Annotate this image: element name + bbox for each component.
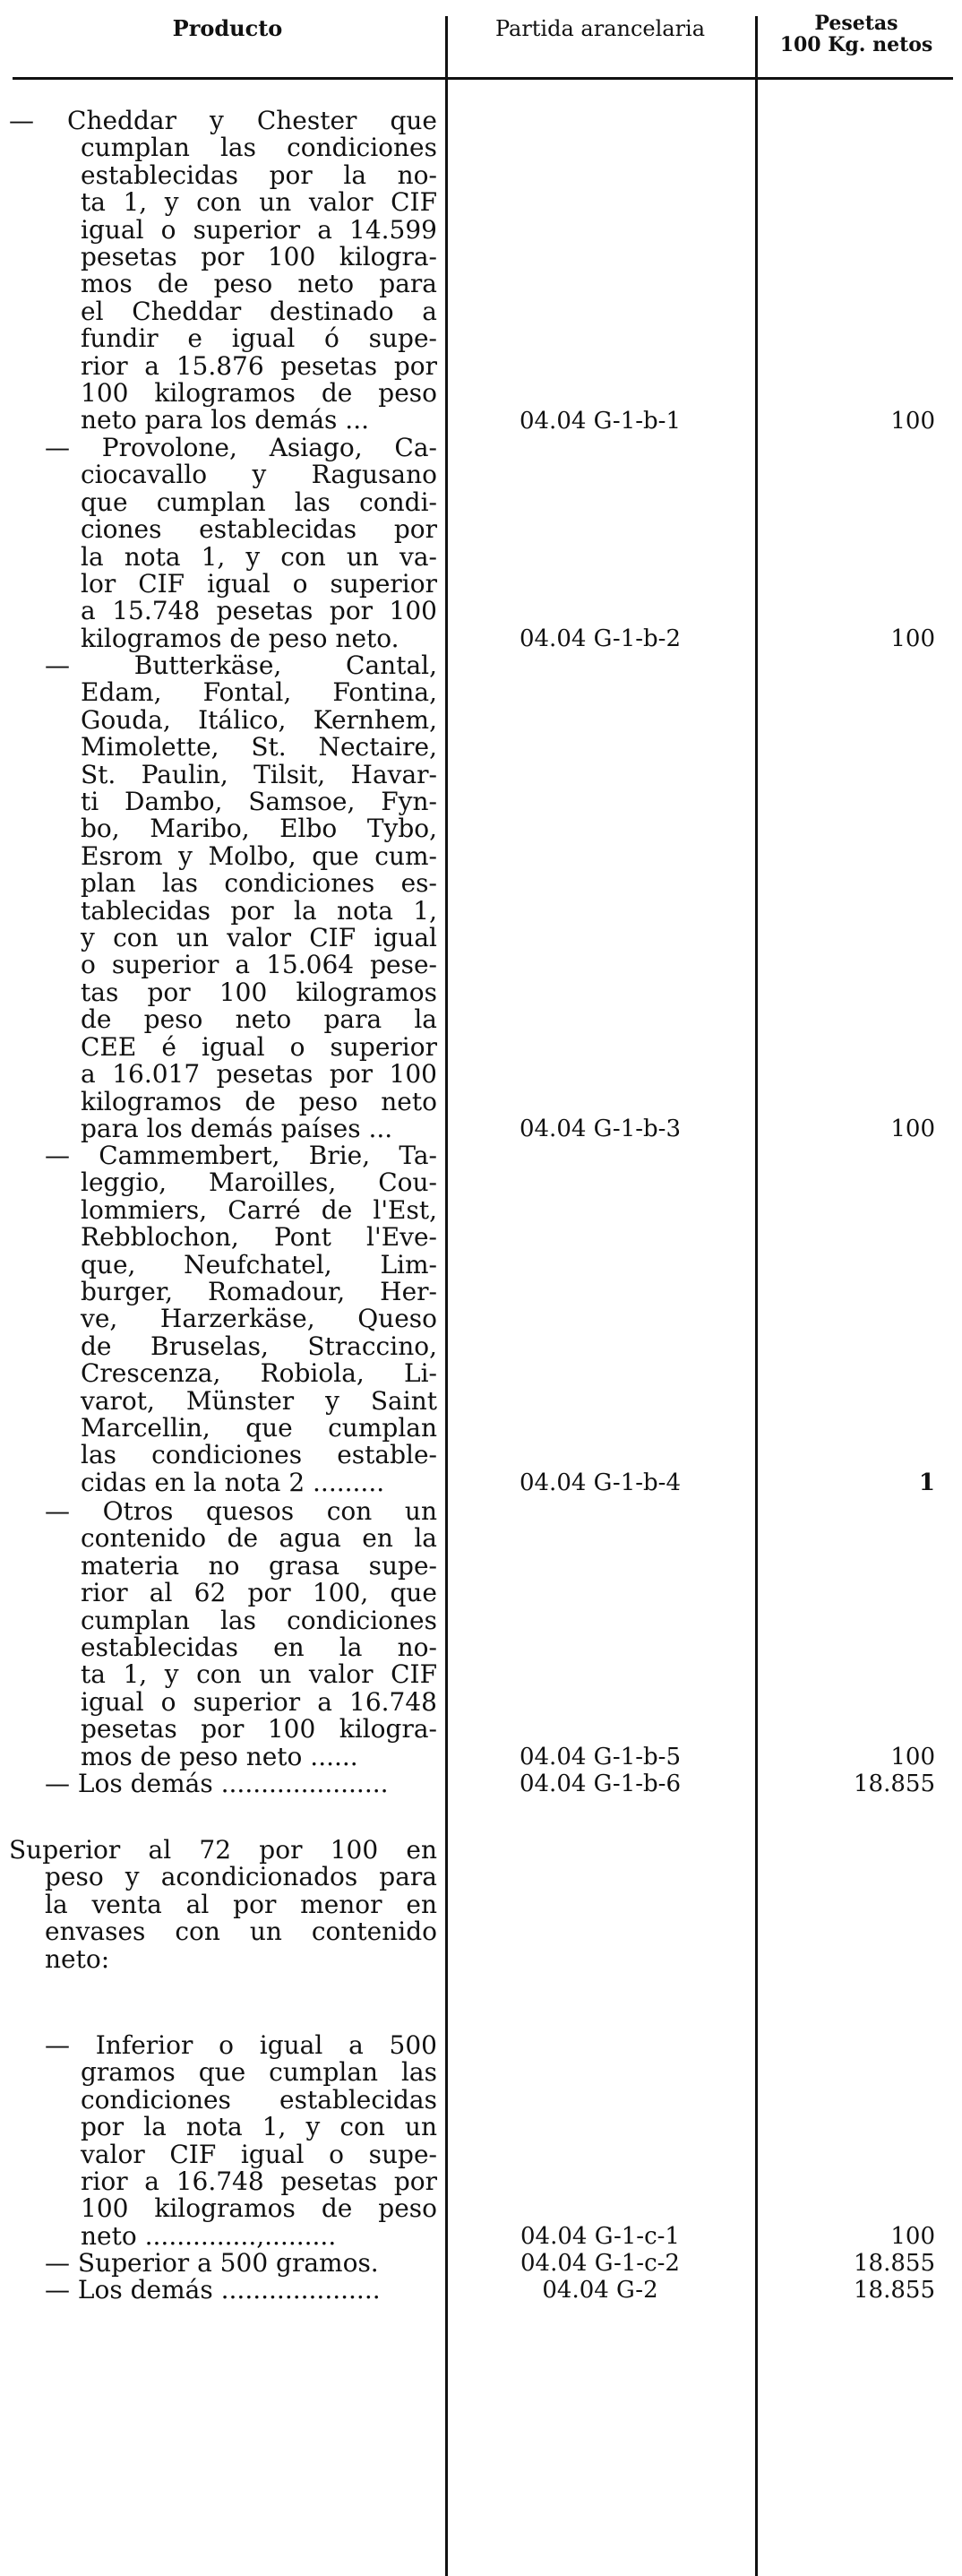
desc-line: materia no grasa supe- (81, 1550, 437, 1581)
desc-line: ve, Harzerkäse, Queso (81, 1304, 437, 1334)
tariff-code: 04.04 G-1-b-3 (519, 1116, 682, 1142)
product-description-superior-500g (9, 2250, 437, 2277)
desc-line: burger, Romadour, Her- (81, 1277, 437, 1307)
desc-line: pesetas por 100 kilogra- (81, 1714, 437, 1745)
header-pesetas (758, 13, 955, 56)
value-pesetas: 100 (890, 1744, 935, 1770)
desc-line: ta 1, y con un valor CIF (81, 187, 437, 218)
desc-line: gramos que cumplan las (81, 2057, 437, 2088)
header-partida-arancelaria: Partida arancelaria (494, 16, 706, 41)
desc-line: fundir e igual ó supe- (81, 323, 437, 354)
desc-line: establecidas en la no- (81, 1633, 437, 1663)
tariff-code: 04.04 G-1-b-4 (519, 1469, 682, 1496)
desc-line: cumplan las condiciones (81, 1605, 437, 1635)
column-divider-2 (755, 16, 758, 2576)
header-pesetas-line1: Pesetas (814, 12, 898, 35)
desc-line: las condiciones estable- (81, 1440, 437, 1470)
desc-line: valor CIF igual o supe- (81, 2139, 437, 2169)
desc-line: ta 1, y con un valor CIF (81, 1659, 437, 1690)
tariff-code: 04.04 G-1-c-2 (520, 2250, 680, 2277)
desc-line: tablecidas por la nota 1, (81, 895, 437, 926)
desc-line: cidas en la nota 2 ......... (81, 1467, 385, 1497)
desc-line: de peso neto para la (81, 1004, 437, 1035)
desc-line: ciones establecidas por (81, 514, 437, 545)
header-producto: Producto (172, 15, 283, 41)
desc-line: igual o superior a 16.748 (81, 1686, 437, 1717)
product-description-los-demas (9, 1770, 437, 1797)
desc-line: de Bruselas, Straccino, (81, 1331, 437, 1361)
tariff-code: 04.04 G-1-c-1 (520, 2223, 680, 2250)
desc-line: — Superior a 500 gramos. (45, 2248, 379, 2278)
value-pesetas: 100 (890, 2223, 935, 2250)
desc-line: neto: (45, 1943, 110, 1974)
desc-line: Mimolette, St. Nectaire, (81, 732, 437, 762)
tariff-code: 04.04 G-1-b-1 (519, 408, 682, 435)
value-pesetas: 100 (890, 408, 935, 435)
value-pesetas: 18.855 (854, 2277, 935, 2304)
product-description-otros-quesos (9, 1498, 437, 1770)
desc-line: — Cheddar y Chester que (9, 106, 437, 135)
desc-line: contenido de agua en la (81, 1523, 437, 1554)
desc-line: Edam, Fontal, Fontina, (81, 677, 437, 708)
desc-line: Gouda, Itálico, Kernhem, (81, 704, 437, 735)
column-divider-1 (445, 16, 448, 2576)
desc-line: la venta al por menor en (45, 1889, 437, 1919)
desc-line: rior a 16.748 pesetas por (81, 2167, 437, 2197)
product-description-inferior-500g (9, 2032, 437, 2250)
product-description-los-demas-g2 (9, 2277, 437, 2304)
desc-line: Rebblochon, Pont l'Eve- (81, 1222, 437, 1253)
desc-line: la nota 1, y con un va- (81, 541, 437, 572)
desc-line: neto para los demás ... (81, 405, 369, 435)
desc-line: 100 kilogramos de peso (81, 2193, 437, 2224)
desc-line: lommiers, Carré de l'Est, (81, 1194, 437, 1225)
value-pesetas: 18.855 (854, 2250, 935, 2277)
desc-line: — Los demás .................... (45, 2275, 381, 2305)
header-rule (13, 77, 953, 80)
section-heading-superior-72 (9, 1837, 437, 1973)
desc-line: — Inferior o igual a 500 (45, 2030, 437, 2060)
desc-line: plan las condiciones es- (81, 868, 437, 899)
desc-line: kilogramos de peso neto (81, 1086, 437, 1116)
value-pesetas: 100 (890, 1116, 935, 1142)
desc-line: Esrom y Molbo, que cum- (81, 840, 437, 871)
desc-line: neto ..............,......... (81, 2220, 337, 2251)
desc-line: Marcellin, que cumplan (81, 1413, 437, 1443)
desc-line: peso y acondicionados para (45, 1862, 437, 1892)
desc-line: — Cammembert, Brie, Ta- (45, 1141, 437, 1170)
desc-line: envases con un contenido (45, 1917, 437, 1947)
value-pesetas: 100 (890, 625, 935, 652)
product-description-cheddar (9, 108, 437, 435)
product-description-butterkase (9, 652, 437, 1142)
desc-line: mos de peso neto ...... (81, 1741, 358, 1771)
value-pesetas: 1 (918, 1469, 935, 1496)
tariff-code: 04.04 G-2 (542, 2277, 658, 2304)
product-description-provolone (9, 435, 437, 652)
desc-line: condiciones establecidas (81, 2084, 437, 2115)
desc-line: y con un valor CIF igual (81, 923, 437, 953)
desc-line: kilogramos de peso neto. (81, 623, 399, 653)
desc-line: — Provolone, Asiago, Ca- (45, 433, 437, 462)
desc-line: que, Neufchatel, Lim- (81, 1249, 437, 1279)
desc-line: varot, Münster y Saint (81, 1385, 437, 1416)
desc-line: tas por 100 kilogramos (81, 977, 437, 1007)
header-pesetas-line2: 100 Kg. netos (779, 33, 933, 56)
desc-line: o superior a 15.064 pese- (81, 950, 437, 980)
product-description-cammembert (9, 1142, 437, 1496)
desc-line: mos de peso neto para (81, 269, 437, 299)
desc-line: igual o superior a 14.599 (81, 214, 437, 245)
value-pesetas: 18.855 (854, 1770, 935, 1797)
tariff-code: 04.04 G-1-b-2 (519, 625, 682, 652)
desc-line: por la nota 1, y con un (81, 2112, 437, 2142)
desc-line: ti Dambo, Samsoe, Fyn- (81, 787, 437, 817)
desc-line: establecidas por la no- (81, 159, 437, 190)
desc-line: que cumplan las condi- (81, 487, 437, 517)
desc-line: ciocavallo y Ragusano (81, 460, 437, 490)
desc-line: Crescenza, Robiola, Li- (81, 1358, 437, 1389)
desc-line: cumplan las condiciones (81, 133, 437, 163)
desc-line: bo, Maribo, Elbo Tybo, (81, 814, 437, 844)
desc-line: CEE é igual o superior (81, 1031, 437, 1062)
tariff-code: 04.04 G-1-b-5 (519, 1744, 682, 1770)
desc-line: el Cheddar destinado a (81, 296, 437, 326)
desc-line: — Otros quesos con un (45, 1496, 437, 1526)
desc-line: St. Paulin, Tilsit, Havar- (81, 759, 437, 789)
desc-line: a 15.748 pesetas por 100 (81, 596, 437, 626)
desc-line: lor CIF igual o superior (81, 569, 437, 599)
desc-line: a 16.017 pesetas por 100 (81, 1059, 437, 1090)
desc-line: — Los demás ..................... (45, 1769, 389, 1798)
desc-line: pesetas por 100 kilogra- (81, 242, 437, 272)
desc-line: rior a 15.876 pesetas por (81, 350, 437, 381)
desc-line: rior al 62 por 100, que (81, 1578, 437, 1608)
desc-line: — Butterkäse, Cantal, (45, 650, 437, 680)
desc-line: leggio, Maroilles, Cou- (81, 1167, 437, 1198)
tariff-code: 04.04 G-1-b-6 (519, 1770, 682, 1797)
desc-line: Superior al 72 por 100 en (9, 1835, 437, 1865)
desc-line: para los demás países ... (81, 1113, 393, 1143)
desc-line: 100 kilogramos de peso (81, 378, 437, 409)
